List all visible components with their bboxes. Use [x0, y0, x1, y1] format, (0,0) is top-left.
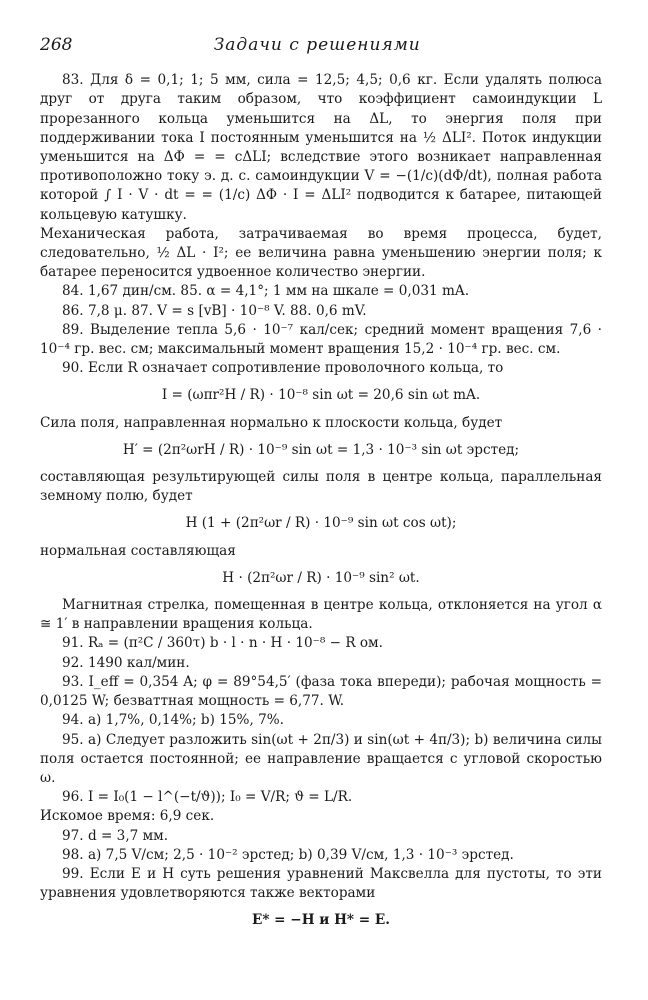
- solution-86-88: 86. 7,8 μ. 87. V = s [vB] · 10⁻⁸ V. 88. 0,6 mV.: [62, 302, 367, 319]
- solution-96-time: Искомое время: 6,9 сек.: [40, 808, 215, 825]
- solution-90-normal: нормальная составляющая: [40, 542, 236, 559]
- solution-97: 97. d = 3,7 мм.: [62, 827, 169, 844]
- solution-90-component: составляющая результирующей силы поля в центре кольца, параллельная земному полю, будет: [40, 469, 602, 505]
- solution-94: 94. a) 1,7%, 0,14%; b) 15%, 7%.: [62, 712, 285, 729]
- solution-89: 89. Выделение тепла 5,6 · 10⁻⁷ кал/сек; средний момент вращения 7,6 · 10⁻⁴ гр. вес. см; максимальный момент вращения 15,2 · 10⁻⁴ гр. вес. см.: [40, 321, 602, 358]
- equation-90b: H′ = (2π²ωrH / R) · 10⁻⁹ sin ωt = 1,3 · 10⁻³ sin ωt эрстед;: [122, 441, 520, 458]
- equation-99: E* = −H и H* = E.: [251, 912, 390, 929]
- solution-95: 95. a) Следует разложить sin(ωt + 2π/3) и sin(ωt + 4π/3); b) величина силы поля остается постоянной; ее направление вращается с угловой скоростью ω.: [40, 731, 602, 786]
- solution-99: 99. Если E и H суть решения уравнений Максвелла для пустоты, то эти уравнения удовлетворяются также векторами: [40, 865, 602, 902]
- solution-84-85: 84. 1,67 дин/см. 85. α = 4,1°; 1 мм на шкале = 0,031 mA.: [62, 283, 470, 300]
- solution-96: 96. I = I₀(1 − l^(−t/ϑ)); I₀ = V/R; ϑ = L/R.: [62, 789, 353, 806]
- solution-91: 91. Rₐ = (π²C / 360τ) b · l · n · H · 10⁻⁸ − R ом.: [62, 635, 383, 652]
- page-header: [40, 36, 602, 61]
- solution-93: 93. I_eff = 0,354 A; φ = 89°54,5′ (фаза тока впереди); рабочая мощность = 0,0125 W; безваттная мощность = 6,77. W.: [40, 673, 602, 710]
- equation-90d: H · (2π²ωr / R) · 10⁻⁹ sin² ωt.: [222, 569, 420, 586]
- solution-90: 90. Если R означает сопротивление проволочного кольца, то: [62, 360, 504, 377]
- solution-83-cont: Механическая работа, затрачиваемая во время процесса, будет, следовательно, ½ ΔL · I²; ее величина равна уменьшению энергии поля; к батарее переносится удвоенное количество энергии.: [40, 225, 602, 281]
- solution-83: 83. Для δ = 0,1; 1; 5 мм, сила = 12,5; 4,5; 0,6 кг. Если удалять полюса друг от друга таким образом, что коэффициент самоиндукции L прорезанного кольца уменьшится на ΔL, то энергия поля при поддерживании тока I постоянным уменьшится на ½ ΔLI². Поток индукции уменьшится на ΔΦ = = cΔLI; вследствие этого возникает направленная противоположно току э. д. с. самоиндукции V = −(1/c)(dΦ/dt), полная работа которой ∫ I · V · dt = = (1/c) ΔΦ · I = ΔLI² подводится к батарее, питающей кольцевую катушку.: [40, 72, 602, 223]
- solution-92: 92. 1490 кал/мин.: [62, 654, 190, 671]
- solution-90-field: Сила поля, направленная нормально к плоскости кольца, будет: [40, 414, 503, 431]
- solution-98: 98. a) 7,5 V/см; 2,5 · 10⁻² эрстед; b) 0,39 V/см, 1,3 · 10⁻³ эрстед.: [62, 846, 514, 863]
- solution-90-needle: Магнитная стрелка, помещенная в центре кольца, отклоняется на угол α ≅ 1′ в направлении вращения кольца.: [40, 597, 602, 633]
- running-title: Задачи с решениями: [213, 35, 421, 55]
- page-number: 268: [40, 35, 73, 55]
- equation-90a: I = (ωπr²H / R) · 10⁻⁸ sin ωt = 20,6 sin ωt mA.: [161, 387, 481, 404]
- equation-90c: H (1 + (2π²ωr / R) · 10⁻⁹ sin ωt cos ωt);: [185, 515, 457, 532]
